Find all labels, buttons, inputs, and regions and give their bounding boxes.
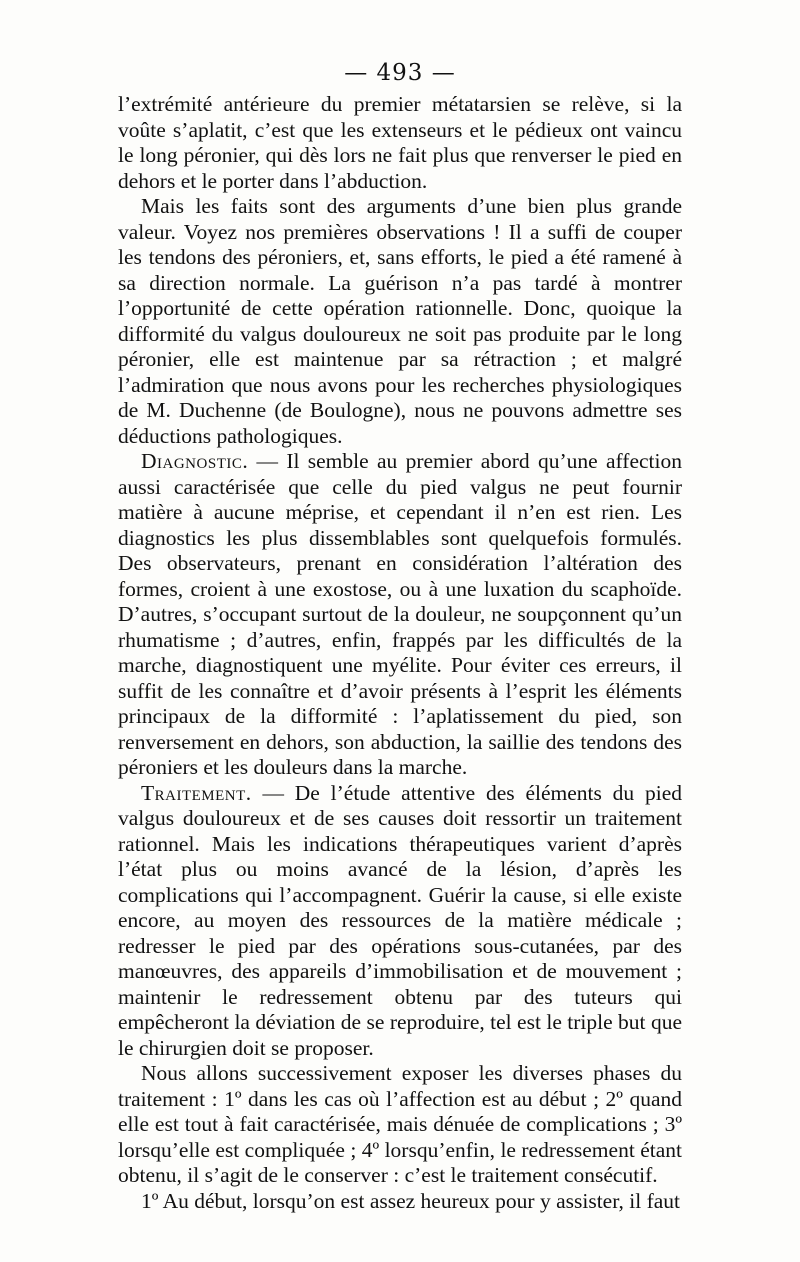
paragraph-phases: Nous allons successivement exposer les diverses phases du traitement : 1º dans les cas où l’affection est au début ; 2º quand elle est tout à fait caractérisée, mais dénuée de complications ; 3º lorsqu’elle est compliquée ; 4º lorsqu’enfin, le redressement étant obtenu, il s’agit de le conserver : c’est le traitement consécutif. [118,1061,682,1187]
paragraph-traitement [118,781,682,1062]
body-text [118,92,682,1214]
paragraph-arguments: Mais les faits sont des arguments d’une bien plus grande valeur. Voyez nos premières observations ! Il a suffi de couper les tendons des péroniers, et, sans efforts, le pied a été ramené à sa direction normale. La guérison n’a pas tardé à montrer l’opportunité de cette opération rationnelle. Donc, quoique la difformité du valgus douloureux ne soit pas produite par le long péronier, elle est maintenue par sa rétraction ; et malgré l’admiration que nous avons pour les recherches physiologiques de M. Duchenne (de Boulogne), nous ne pouvons admettre ses déductions pathologiques. [118,194,682,448]
page-number: — 493 — [344,60,456,86]
paragraph-diagnostic [118,449,682,781]
paragraph-traitement-text: — De l’étude attentive des éléments du pied valgus douloureux et de ses causes doit ressortir un traitement rationnel. Mais les indications thérapeutiques varient d’après l’état plus ou moins avancé de la lésion, d’après les complications qui l’accompagnent. Guérir la cause, si elle existe encore, au moyen des ressources de la matière médicale ; redresser le pied par des opérations sous-cutanées, par des manœuvres, des appareils d’immobilisation et de mouvement ; maintenir le redressement obtenu par des tuteurs qui empêcheront la déviation de se reproduire, tel est le triple but que le chirurgien doit se proposer. [118,780,682,1060]
paragraph-diagnostic-text: — Il semble au premier abord qu’une affection aussi caractérisée que celle du pied valgus ne peut fournir matière à aucune méprise, et cependant il n’en est rien. Les diagnostics les plus dissemblables sont quelquefois formulés. Des observateurs, prenant en considération l’altération des formes, croient à une exostose, ou à une luxation du scaphoïde. D’autres, s’occupant surtout de la douleur, ne soupçonnent qu’un rhumatisme ; d’autres, enfin, frappés par les difficultés de la marche, diagnostiquent une myélite. Pour éviter ces erreurs, il suffit de les connaître et d’avoir présents à l’esprit les éléments principaux de la difformité : l’aplatissement du pied, son renversement en dehors, son abduction, la saillie des tendons des péroniers et les douleurs dans la marche. [118,449,682,779]
section-heading-traitement: Traitement. [141,780,252,805]
paragraph-continuation: l’extrémité antérieure du premier métatarsien se relève, si la voûte s’aplatit, c’est que les extenseurs et le pédieux ont vaincu le long péronier, qui dès lors ne fait plus que renverser le pied en dehors et le porter dans l’abduction. [118,92,682,193]
section-heading-diagnostic: Diagnostic. [141,449,249,473]
paragraph-debut: 1º Au début, lorsqu’on est assez heureux pour y assister, il faut [141,1188,681,1213]
